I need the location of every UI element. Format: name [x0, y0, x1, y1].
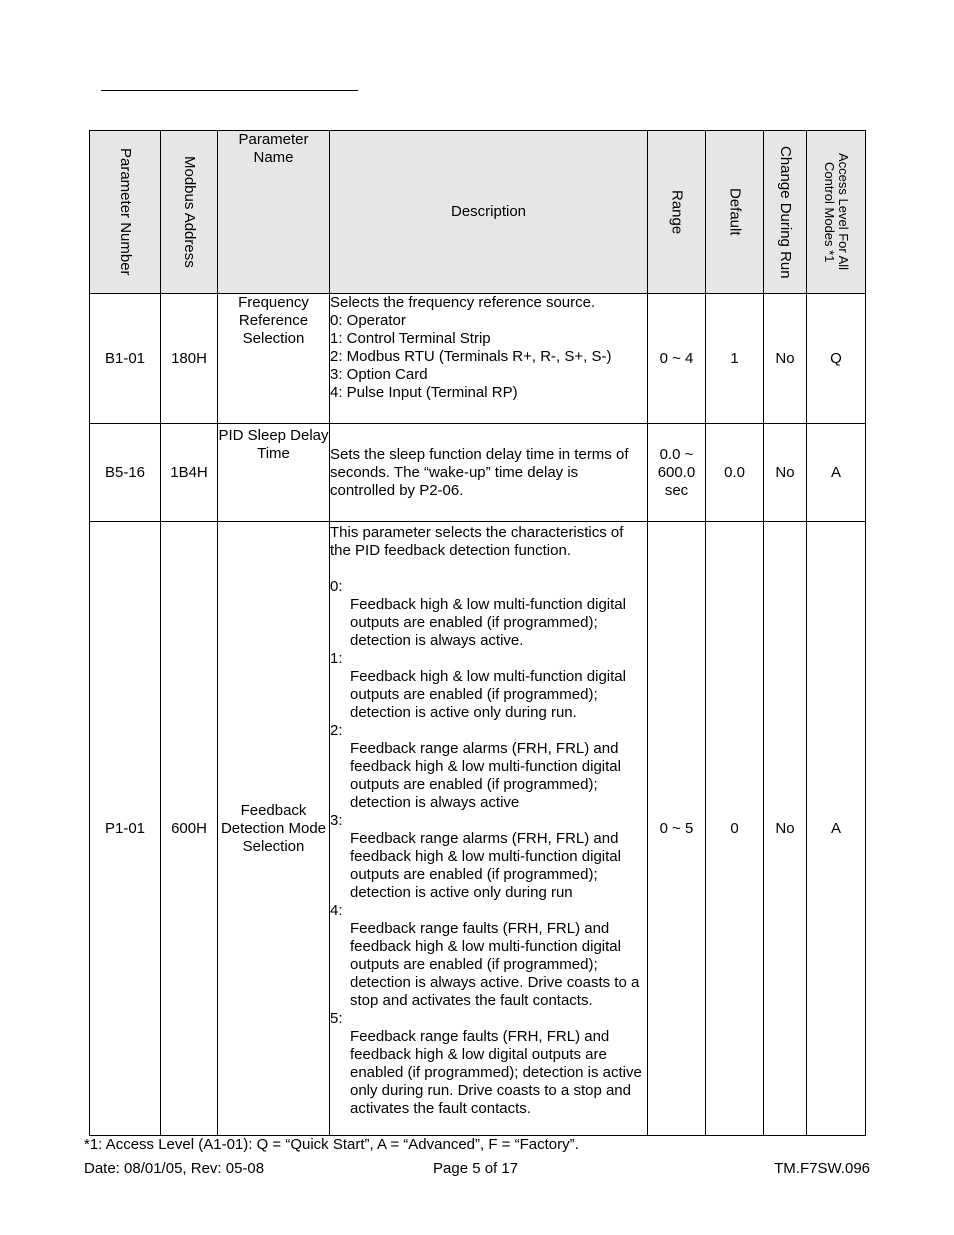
param-description: Selects the frequency reference source. 0: Operator 1: Control Terminal Strip 2: Modbus RTU (Terminals R+, R-, S+, S-) 3: Option Card 4: Pulse Input (Terminal RP)	[330, 294, 648, 424]
param-access-level: A	[807, 522, 866, 1136]
param-default: 0.0	[706, 424, 764, 522]
param-range: 0 ~ 5	[648, 522, 706, 1136]
option-text: Feedback range alarms (FRH, FRL) and feedback high & low multi-function digital outputs are enabled (if programmed); detection is active only during run	[350, 830, 621, 901]
footer-doc-id: TM.F7SW.096	[774, 1160, 870, 1177]
option-text: Feedback range faults (FRH, FRL) and feedback high & low digital outputs are enabled (if programmed); detection is active only during run. Drive coasts to a stop and activates the fault contacts.	[350, 1028, 642, 1117]
header-modbus-address: Modbus Address	[161, 131, 218, 294]
param-name: PID Sleep Delay Time	[218, 424, 330, 522]
parameter-table	[89, 130, 866, 1136]
param-access-level: A	[807, 424, 866, 522]
modbus-address: 1B4H	[161, 424, 218, 522]
option-text: Feedback high & low multi-function digital outputs are enabled (if programmed); detection is active only during run.	[350, 668, 626, 721]
option-label: 0:	[330, 578, 343, 595]
param-change-during-run: No	[764, 522, 807, 1136]
param-range: 0.0 ~ 600.0 sec	[648, 424, 706, 522]
footer-date: Date: 08/01/05, Rev: 05-08	[84, 1160, 265, 1177]
param-name: Feedback Detection Mode Selection	[218, 522, 330, 1136]
modbus-address: 180H	[161, 294, 218, 424]
option-label: 4:	[330, 902, 343, 919]
param-number: P1-01	[90, 522, 161, 1136]
header-description: Description	[330, 131, 648, 294]
header-access-level: Access Level For All Control Modes *1	[807, 131, 866, 294]
table-row	[90, 294, 866, 424]
param-default: 1	[706, 294, 764, 424]
param-name: Frequency Reference Selection	[218, 294, 330, 424]
header-parameter-number: Parameter Number	[90, 131, 161, 294]
param-number: B5-16	[90, 424, 161, 522]
param-description: Sets the sleep function delay time in terms of seconds. The “wake-up” time delay is controlled by P2-06.	[330, 424, 648, 522]
header-default: Default	[706, 131, 764, 294]
header-row	[90, 131, 866, 294]
access-level-footnote: *1: Access Level (A1-01): Q = “Quick Start”, A = “Advanced”, F = “Factory”.	[84, 1136, 579, 1153]
param-change-during-run: No	[764, 424, 807, 522]
table-row	[90, 522, 866, 1136]
option-text: Feedback range faults (FRH, FRL) and feedback high & low multi-function digital outputs are enabled (if programmed); detection is always active. Drive coasts to a stop and activates the fault contacts.	[350, 920, 640, 1009]
header-parameter-name: Parameter Name	[218, 131, 330, 294]
option-label: 2:	[330, 722, 343, 739]
header-range: Range	[648, 131, 706, 294]
param-number: B1-01	[90, 294, 161, 424]
param-default: 0	[706, 522, 764, 1136]
param-access-level: Q	[807, 294, 866, 424]
option-text: Feedback high & low multi-function digital outputs are enabled (if programmed); detection is always active.	[350, 596, 626, 649]
footer-page-number: Page 5 of 17	[433, 1160, 519, 1177]
option-label: 3:	[330, 812, 343, 829]
option-label: 1:	[330, 650, 343, 667]
modbus-address: 600H	[161, 522, 218, 1136]
param-range: 0 ~ 4	[648, 294, 706, 424]
option-label: 5:	[330, 1010, 343, 1027]
param-description: This parameter selects the characteristics of the PID feedback detection function. 0: Feedback high & low multi-function digital outputs are enabled (if programmed); detection is always active. 1: Feedback high & low multi-function digital outputs are enabled (if programmed); detection is active only during run. 2: Feedback range alarms (FRH, FRL) and feedback high & low multi-function digital outputs are enabled (if programmed); detection is always active 3: Feedback range alarms (FRH, FRL) and feedback high & low multi-function digital outputs are enabled (if programmed); detection is active only during run 4: Feedback range faults (FRH, FRL) and feedback high & low multi-function digital outputs are enabled (if programmed); detection is always active. Drive coasts to a stop and activates the fault contacts. 5: Feedback range faults (FRH, FRL) and feedback high & low digital outputs are enabled (if programmed); detection is active only during run. Drive coasts to a stop and activates the fault contacts.	[330, 522, 648, 1136]
table-row	[90, 424, 866, 522]
header-change-during-run: Change During Run	[764, 131, 807, 294]
option-text: Feedback range alarms (FRH, FRL) and feedback high & low multi-function digital outputs are enabled (if programmed); detection is always active	[350, 740, 621, 811]
param-change-during-run: No	[764, 294, 807, 424]
top-rule	[101, 90, 358, 91]
